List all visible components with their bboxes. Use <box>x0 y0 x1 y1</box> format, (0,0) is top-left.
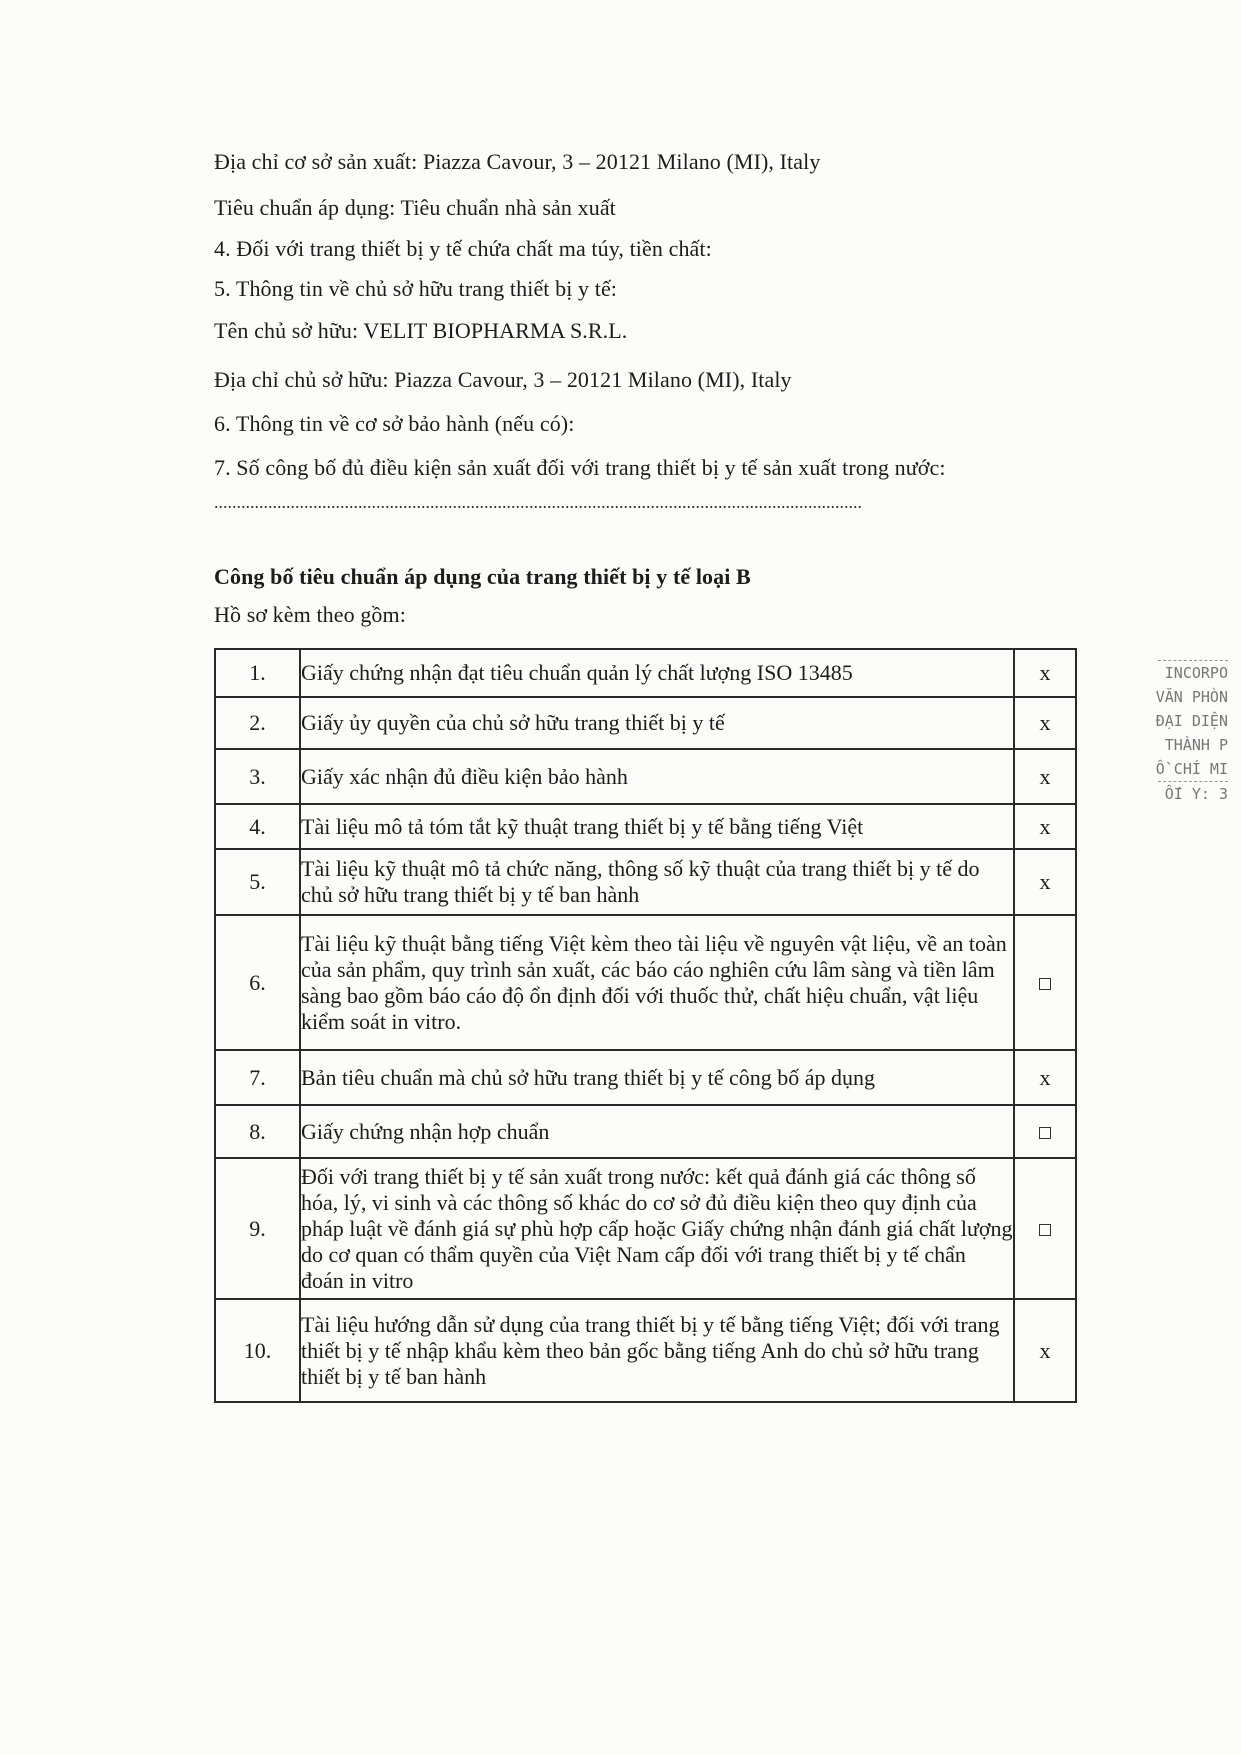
checked-mark: x <box>1014 697 1076 749</box>
section-heading: Công bố tiêu chuẩn áp dụng của trang thiết bị y tế loại B <box>214 564 751 589</box>
checked-mark: x <box>1014 1299 1076 1402</box>
row-number: 4. <box>215 804 300 849</box>
document-description: Tài liệu hướng dẫn sử dụng của trang thiết bị y tế bằng tiếng Việt; đối với trang thiết bị y tế nhập khẩu kèm theo bản gốc bằng tiếng Anh do chủ sở hữu trang thiết bị y tế ban hành <box>300 1299 1014 1402</box>
section-7-production-number: 7. Số công bố đủ điều kiện sản xuất đối với trang thiết bị y tế sản xuất trong nước: <box>214 455 946 480</box>
checked-mark: x <box>1014 749 1076 804</box>
table-row <box>215 1105 1076 1158</box>
dotted-fill-line: ................................................................................................................................................ <box>214 492 862 512</box>
row-number: 2. <box>215 697 300 749</box>
office-stamp <box>1128 660 1228 870</box>
row-number: 10. <box>215 1299 300 1402</box>
document-description: Bản tiêu chuẩn mà chủ sở hữu trang thiết bị y tế công bố áp dụng <box>300 1050 1014 1105</box>
table-row <box>215 804 1076 849</box>
stamp-text: ĐẠI DIỆN <box>1155 712 1228 730</box>
document-description: Giấy chứng nhận đạt tiêu chuẩn quản lý chất lượng ISO 13485 <box>300 649 1014 697</box>
owner-name: Tên chủ sở hữu: VELIT BIOPHARMA S.R.L. <box>214 318 628 343</box>
section-5-owner-info: 5. Thông tin về chủ sở hữu trang thiết bị y tế: <box>214 276 618 301</box>
stamp-text: ỐI Y: 3 <box>1164 785 1228 803</box>
stamp-text: INCORPO <box>1164 664 1228 682</box>
table-row <box>215 915 1076 1050</box>
manufacturer-address: Địa chỉ cơ sở sản xuất: Piazza Cavour, 3 – 20121 Milano (MI), Italy <box>214 149 821 174</box>
empty-checkbox-icon <box>1039 1224 1051 1236</box>
checked-mark: x <box>1014 849 1076 915</box>
row-number: 8. <box>215 1105 300 1158</box>
stamp-text: VĂN PHÒN <box>1155 688 1228 706</box>
document-description: Tài liệu kỹ thuật mô tả chức năng, thông số kỹ thuật của trang thiết bị y tế do chủ sở hữu trang thiết bị y tế ban hành <box>300 849 1014 915</box>
row-number: 6. <box>215 915 300 1050</box>
section-4-narcotics: 4. Đối với trang thiết bị y tế chứa chất ma túy, tiền chất: <box>214 236 712 261</box>
stamp-text: THÀNH P <box>1164 736 1228 754</box>
empty-checkbox-icon <box>1039 1127 1051 1139</box>
table-row <box>215 649 1076 697</box>
table-row <box>215 1158 1076 1299</box>
document-description: Giấy chứng nhận hợp chuẩn <box>300 1105 1014 1158</box>
stamp-text: Ồ CHÍ MI <box>1155 760 1228 778</box>
table-row <box>215 749 1076 804</box>
checked-mark: x <box>1014 804 1076 849</box>
unchecked-box <box>1014 1105 1076 1158</box>
row-number: 7. <box>215 1050 300 1105</box>
row-number: 3. <box>215 749 300 804</box>
document-description: Giấy xác nhận đủ điều kiện bảo hành <box>300 749 1014 804</box>
document-description: Giấy ủy quyền của chủ sở hữu trang thiết bị y tế <box>300 697 1014 749</box>
document-description: Tài liệu mô tả tóm tắt kỹ thuật trang thiết bị y tế bằng tiếng Việt <box>300 804 1014 849</box>
checked-mark: x <box>1014 649 1076 697</box>
owner-address: Địa chỉ chủ sở hữu: Piazza Cavour, 3 – 20121 Milano (MI), Italy <box>214 367 792 392</box>
empty-checkbox-icon <box>1039 978 1051 990</box>
table-row <box>215 1299 1076 1402</box>
attached-documents-table <box>214 648 1077 1403</box>
section-6-warranty: 6. Thông tin về cơ sở bảo hành (nếu có): <box>214 411 575 436</box>
row-number: 1. <box>215 649 300 697</box>
row-number: 5. <box>215 849 300 915</box>
table-row <box>215 849 1076 915</box>
table-row <box>215 1050 1076 1105</box>
table-row <box>215 697 1076 749</box>
row-number: 9. <box>215 1158 300 1299</box>
document-description: Tài liệu kỹ thuật bằng tiếng Việt kèm theo tài liệu về nguyên vật liệu, về an toàn của sản phẩm, quy trình sản xuất, các báo cáo nghiên cứu lâm sàng và tiền lâm sàng bao gồm báo cáo độ ổn định đối với thuốc thử, chất hiệu chuẩn, vật liệu kiểm soát in vitro. <box>300 915 1014 1050</box>
attached-documents-label: Hồ sơ kèm theo gồm: <box>214 602 406 627</box>
checked-mark: x <box>1014 1050 1076 1105</box>
unchecked-box <box>1014 915 1076 1050</box>
applied-standard: Tiêu chuẩn áp dụng: Tiêu chuẩn nhà sản xuất <box>214 195 616 220</box>
document-description: Đối với trang thiết bị y tế sản xuất trong nước: kết quả đánh giá các thông số hóa, lý, vi sinh và các thông số khác do cơ sở đủ điều kiện theo quy định của pháp luật về đánh giá sự phù hợp cấp hoặc Giấy chứng nhận đánh giá chất lượng do cơ quan có thẩm quyền của Việt Nam cấp đối với trang thiết bị y tế chẩn đoán in vitro <box>300 1158 1014 1299</box>
unchecked-box <box>1014 1158 1076 1299</box>
